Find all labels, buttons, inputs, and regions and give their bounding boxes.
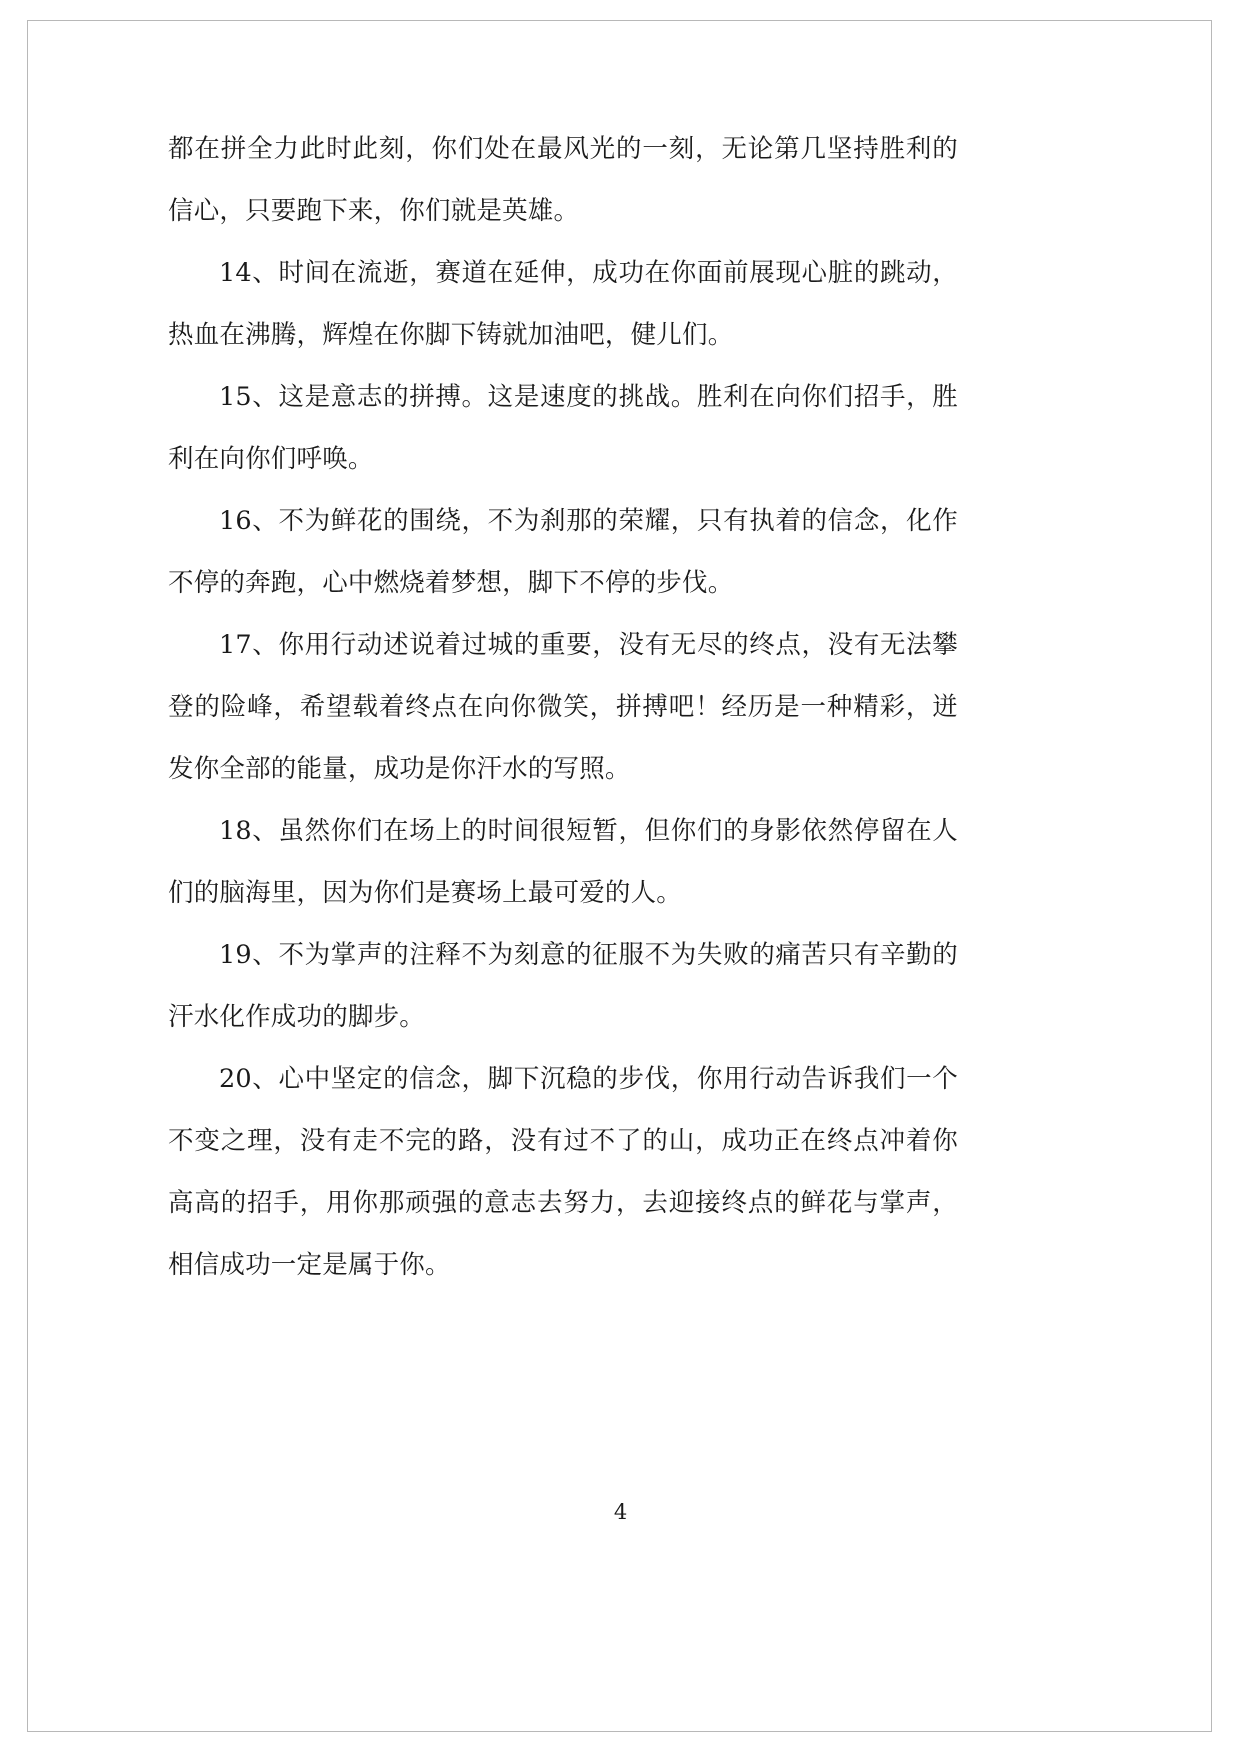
- page-number: 4: [613, 1500, 628, 1524]
- paragraph: 16、不为鲜花的围绕，不为刹那的荣耀，只有执着的信念，化作不停的奔跑，心中燃烧着梦想，脚下不停的步伐。: [168, 506, 958, 598]
- paragraph: 17、你用行动述说着过城的重要，没有无尽的终点，没有无法攀登的险峰，希望载着终点在向你微笑，拼搏吧！经历是一种精彩，迸发你全部的能量，成功是你汗水的写照。: [168, 630, 958, 784]
- paragraph: 都在拼全力此时此刻，你们处在最风光的一刻，无论第几坚持胜利的信心，只要跑下来，你们就是英雄。: [168, 134, 958, 226]
- paragraph: 20、心中坚定的信念，脚下沉稳的步伐，你用行动告诉我们一个不变之理，没有走不完的路，没有过不了的山，成功正在终点冲着你高高的招手，用你那顽强的意志去努力，去迎接终点的鲜花与掌声，相信成功一定是属于你。: [168, 1064, 958, 1280]
- paragraph: 19、不为掌声的注释不为刻意的征服不为失败的痛苦只有辛勤的汗水化作成功的脚步。: [168, 940, 958, 1032]
- paragraph: 15、这是意志的拼搏。这是速度的挑战。胜利在向你们招手，胜利在向你们呼唤。: [168, 382, 958, 474]
- document-body: [168, 118, 958, 1296]
- paragraph: 14、时间在流逝，赛道在延伸，成功在你面前展现心脏的跳动，热血在沸腾，辉煌在你脚下铸就加油吧，健儿们。: [168, 258, 958, 350]
- paragraph: 18、虽然你们在场上的时间很短暂，但你们的身影依然停留在人们的脑海里，因为你们是赛场上最可爱的人。: [168, 816, 958, 908]
